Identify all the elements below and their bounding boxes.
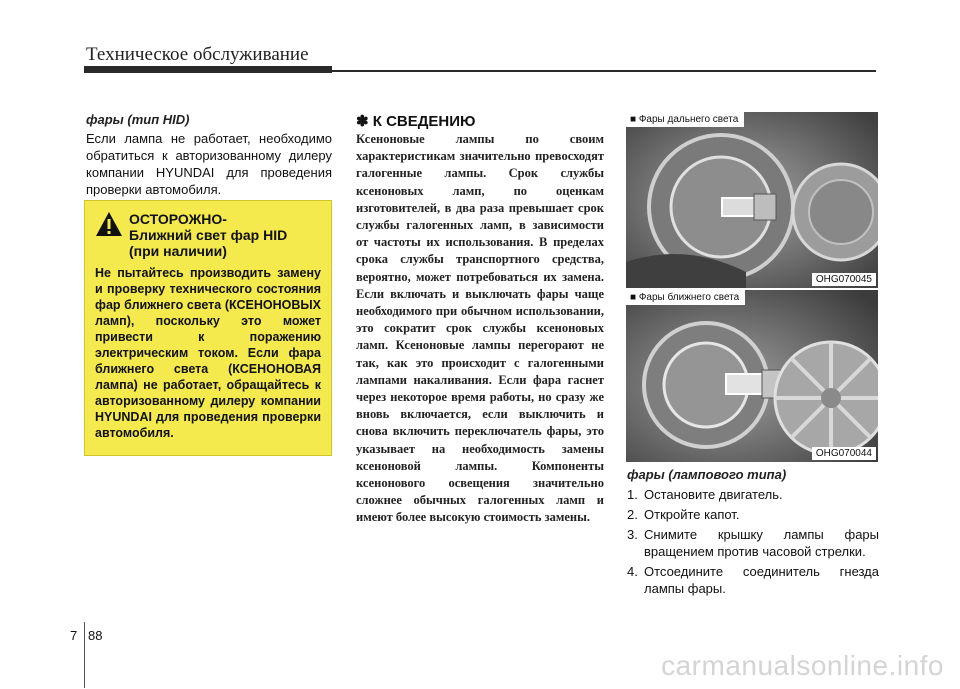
caution-title-line3: (при наличии)	[129, 243, 227, 259]
list-item	[627, 563, 879, 597]
page-number: 88	[88, 628, 103, 643]
caution-box	[84, 200, 332, 456]
caution-title-line1: ОСТОРОЖНО-	[129, 211, 227, 227]
halogen-heading: фары (лампового типа)	[627, 467, 787, 482]
high-beam-photo	[626, 112, 878, 288]
high-beam-code: OHG070045	[812, 273, 876, 286]
step-text: Снимите крышку лампы фары вращением против часовой стрелки.	[644, 527, 879, 559]
list-item	[627, 506, 879, 523]
list-item	[627, 526, 879, 560]
low-beam-code: OHG070044	[812, 447, 876, 460]
step-number: 1.	[627, 487, 638, 502]
watermark: carmanualsonline.info	[661, 650, 944, 681]
header-bar-thick	[84, 66, 332, 73]
caution-body: Не пытайтесь производить замену и проверку технического состояния фар ближнего света (КСЕНОНОВЫХ ламп), поскольку это может привести к поражению электрическим током. Если фара ближнего света (КСЕНОНОВАЯ лампа) не работает, обращайтесь к авторизованному дилеру компании HYUNDAI для проведения проверки автомобиля.	[95, 266, 321, 440]
step-text: Остановите двигатель.	[644, 487, 783, 502]
list-item	[627, 486, 879, 503]
info-heading	[356, 112, 476, 130]
warning-triangle-icon	[95, 211, 123, 237]
caution-header	[95, 211, 321, 259]
step-number: 4.	[627, 564, 638, 579]
footer-divider	[84, 622, 85, 688]
low-beam-label: ■ Фары ближнего света	[626, 290, 745, 305]
step-text: Отсоедините соединитель гнезда лампы фары.	[644, 564, 879, 596]
step-number: 3.	[627, 527, 638, 542]
hid-text: Если лампа не работает, необходимо обратиться к авторизованному дилеру компании HYUNDAI для проведения проверки автомобиля.	[86, 131, 332, 197]
step-text: Откройте капот.	[644, 507, 740, 522]
hid-heading: фары (тип HID)	[86, 112, 190, 127]
step-number: 2.	[627, 507, 638, 522]
high-beam-label: ■ Фары дальнего света	[626, 112, 744, 127]
high-beam-illustration	[626, 112, 878, 288]
steps-list	[627, 486, 879, 600]
header-bar-thin	[332, 70, 876, 72]
low-beam-illustration	[626, 290, 878, 462]
section-title: Техническое обслуживание	[86, 44, 309, 65]
info-heading-text: К СВЕДЕНИЮ	[372, 113, 476, 130]
low-beam-photo	[626, 290, 878, 462]
info-asterisk-icon: ✽	[356, 113, 369, 130]
caution-titles	[129, 211, 287, 259]
chapter-number: 7	[70, 628, 78, 643]
info-text: Ксеноновые лампы по своим характеристикам значительно превосходят галогенные лампы. Срок службы ксеноновых ламп, по оценкам изготовителей, в два раза превышает срок службы галогенных ламп, в зависимости от частоты их использования. В пределах срока службы транспортного средства, вероятно, может потребоваться их замена. Если включать и выключать фары чаще необходимого при обычном использовании, это сократит срок службы ксеноновых ламп. Ксеноновые лампы перегорают не так, как это происходит с галогенными лампами накаливания. Если фара гаснет через некоторое время работы, но сразу же вновь включается, если выключить и снова включить переключатель фары, это указывает на необходимость замены ксеноновой лампы. Компоненты ксенонового освещения значительно сложнее обычных галогенных ламп и имеют более высокую стоимость замены.	[356, 132, 604, 525]
caution-title-line2: Ближний свет фар HID	[129, 227, 288, 243]
